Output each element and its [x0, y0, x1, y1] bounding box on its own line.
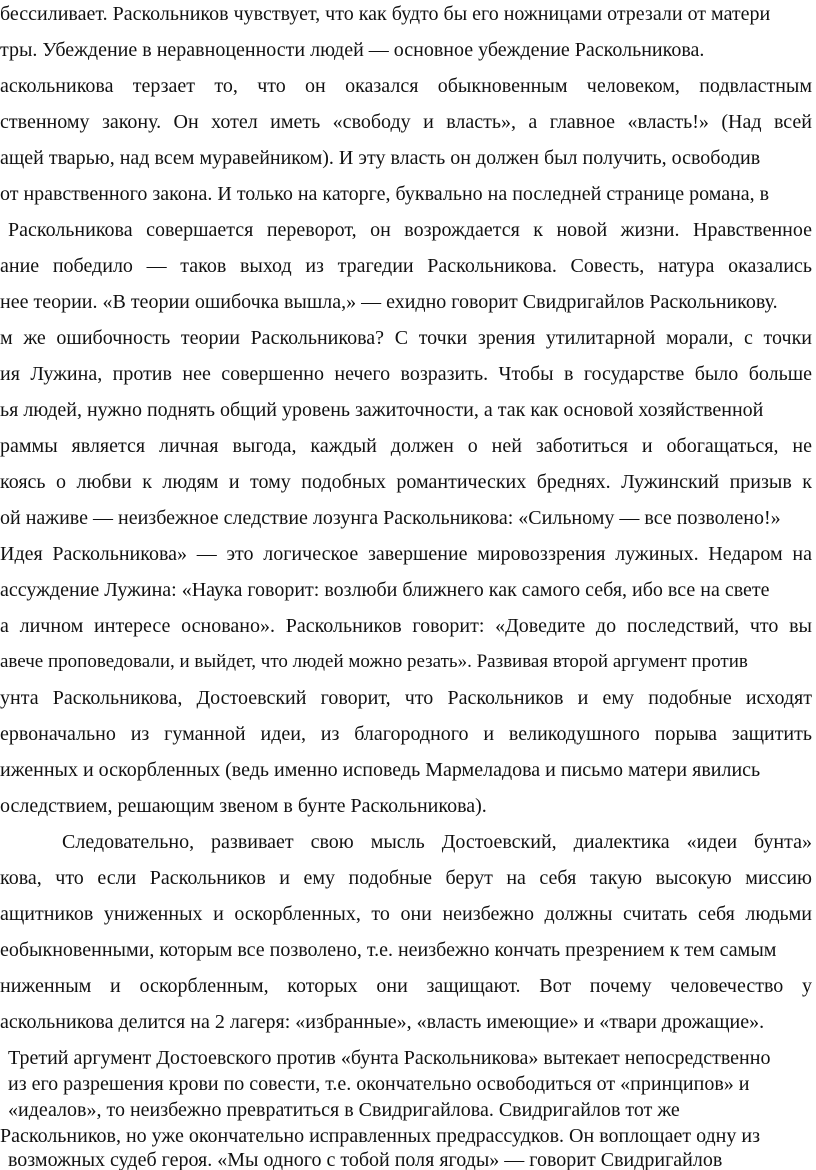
text-line-16: Идея Раскольникова» — это логическое завершение мировоззрения лужиных. Недаром на: [0, 543, 812, 565]
text-line-4: ственному закону. Он хотел иметь «свободу и власть», а главное «власть!» (Над всей: [0, 111, 812, 133]
text-line-28: ниженным и оскорбленным, которых они защищают. Вот почему человечество у: [0, 975, 812, 997]
text-line-31: из его разрешения крови по совести, т.е. окончательно освободиться от «принципов» и: [8, 1073, 750, 1095]
text-line-18: а личном интересе основано». Раскольников говорит: «Доведите до последствий, что вы: [0, 615, 812, 637]
text-line-7: Раскольникова совершается переворот, он возрождается к новой жизни. Нравственное: [8, 219, 812, 241]
text-line-22: иженных и оскорбленных (ведь именно исповедь Мармеладова и письмо матери явились: [0, 759, 761, 781]
text-line-8: ание победило — таков выход из трагедии Раскольникова. Совесть, натура оказались: [0, 255, 812, 277]
text-line-9: нее теории. «В теории ошибочка вышла,» — ехидно говорит Свидригайлов Раскольникову.: [0, 291, 778, 313]
text-line-15: ой наживе — неизбежное следствие лозунга Раскольникова: «Сильному — все позволено!»: [0, 507, 781, 529]
text-line-24: Следовательно, развивает свою мысль Достоевский, диалектика «идеи бунта»: [62, 831, 812, 853]
text-line-29: аскольникова делится на 2 лагеря: «избранные», «власть имеющие» и «твари дрожащие».: [0, 1011, 765, 1033]
text-line-5: ащей тварью, над всем муравейником). И эту власть он должен был получить, освободив: [0, 147, 761, 169]
text-line-26: ащитников униженных и оскорбленных, то они неизбежно должны считать себя людьми: [0, 903, 812, 925]
text-line-27: еобыкновенными, которым все позволено, т.е. неизбежно кончать презрением к тем самым: [0, 939, 777, 961]
text-line-13: раммы является личная выгода, каждый должен о ней заботиться и обогащаться, не: [0, 435, 812, 457]
text-line-21: ервоначально из гуманной идеи, из благородного и великодушного порыва защитить: [0, 723, 812, 745]
text-line-6: от нравственного закона. И только на каторге, буквально на последней странице романа, в: [0, 183, 770, 205]
text-line-23: оследствием, решающим звеном в бунте Раскольникова).: [0, 795, 487, 817]
text-line-11: ия Лужина, против нее совершенно нечего возразить. Чтобы в государстве было больше: [0, 363, 812, 385]
text-line-34: возможных судеб героя. «Мы одного с тобой поля ягоды» — говорит Свидригайлов: [8, 1149, 723, 1170]
text-line-3: аскольникова терзает то, что он оказался обыкновенным человеком, подвластным: [0, 75, 812, 97]
text-line-32: «идеалов», то неизбежно превратиться в Свидригайлова. Свидригайлов тот же: [8, 1099, 680, 1121]
text-line-17: ассуждение Лужина: «Наука говорит: возлюби ближнего как самого себя, ибо все на свете: [0, 579, 770, 601]
text-line-1: бессиливает. Раскольников чувствует, что как будто бы его ножницами отрезали от матери: [0, 3, 771, 25]
text-line-25: кова, что если Раскольников и ему подобные берут на себя такую высокую миссию: [0, 867, 812, 889]
text-line-33: Раскольников, но уже окончательно исправленных предрассудков. Он воплощает одну из: [0, 1125, 760, 1147]
text-line-30: Третий аргумент Достоевского против «бунта Раскольникова» вытекает непосредственно: [8, 1047, 771, 1069]
text-line-12: ья людей, нужно поднять общий уровень зажиточности, а так как основой хозяйственной: [0, 399, 764, 421]
text-line-2: тры. Убеждение в неравноценности людей — основное убеждение Раскольникова.: [0, 39, 705, 61]
text-line-10: м же ошибочность теории Раскольникова? С точки зрения утилитарной морали, с точки: [0, 327, 812, 349]
text-line-19: авече проповедовали, и выйдет, что людей можно резать». Развивая второй аргумент против: [0, 651, 748, 672]
text-line-20: унта Раскольникова, Достоевский говорит, что Раскольников и ему подобные исходят: [0, 687, 812, 709]
text-line-14: коясь о любви к людям и тому подобных романтических бреднях. Лужинский призыв к: [0, 471, 812, 493]
